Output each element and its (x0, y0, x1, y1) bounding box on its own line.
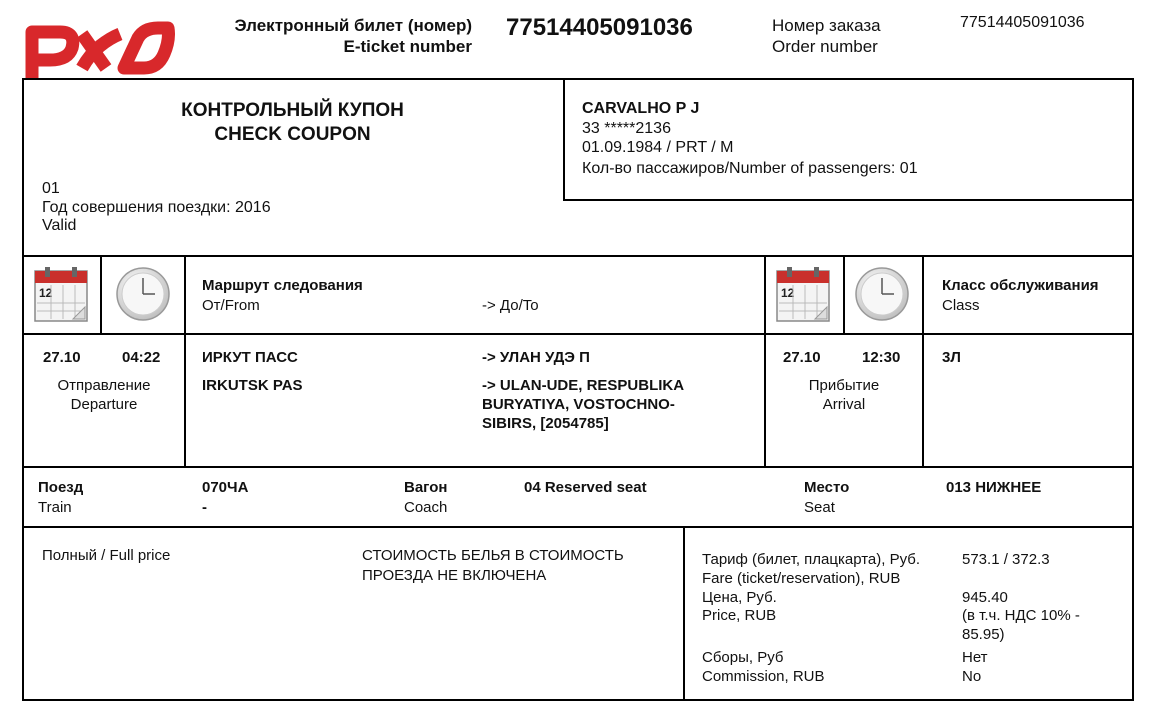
fare-label-ru: Тариф (билет, плацкарта), Руб. (702, 551, 921, 568)
vat-line2: 85.95) (962, 626, 1005, 643)
arrival-label-ru: Прибытие (808, 377, 880, 394)
arrival-clock-icon (854, 266, 910, 322)
ticket-label-en: E-ticket number (343, 37, 472, 56)
departure-calendar-icon (33, 265, 89, 323)
route-label: Маршрут следования (202, 277, 363, 294)
class-label-ru: Класс обслуживания (942, 277, 1099, 294)
price-label-en: Price, RUB (702, 607, 777, 624)
train-label-ru: Поезд (38, 479, 84, 496)
departure-label-en: Departure (70, 396, 138, 413)
arrival-date: 27.10 (783, 349, 821, 366)
seat-label-ru: Место (804, 479, 850, 496)
arrival-label-en: Arrival (822, 396, 866, 413)
price-label-ru: Цена, Руб. (702, 589, 777, 606)
passenger-birth-info: 01.09.1984 / PRT / M (582, 139, 734, 156)
class-label-en: Class (942, 297, 980, 314)
from-station-en: IRKUTSK PAS (202, 377, 303, 394)
coach-label-ru: Вагон (404, 479, 448, 496)
arrival-calendar-icon (775, 265, 831, 323)
ticket-number: 77514405091036 (506, 14, 693, 41)
train-number: 070ЧА (202, 479, 249, 496)
seat-label-en: Seat (804, 499, 835, 516)
passenger-name: CARVALHO P J (582, 100, 700, 117)
departure-clock-icon (115, 266, 171, 322)
arrival-time: 12:30 (862, 349, 901, 366)
calendar-day-label: 12 (781, 286, 795, 300)
from-station-ru: ИРКУТ ПАСС (202, 349, 298, 366)
trip-year: Год совершения поездки: 2016 (42, 199, 271, 216)
ticket-label-ru: Электронный билет (номер) (234, 16, 472, 35)
departure-time: 04:22 (122, 349, 161, 366)
coupon-title-en: CHECK COUPON (214, 124, 371, 145)
from-label: От/From (202, 297, 260, 314)
departure-date: 27.10 (43, 349, 81, 366)
passenger-count: Кол-во пассажиров/Number of passengers: 01 (582, 160, 918, 177)
to-label: -> До/To (482, 297, 539, 314)
linen-note-line2: ПРОЕЗДА НЕ ВКЛЮЧЕНА (362, 567, 547, 584)
service-class: 3Л (942, 349, 961, 366)
commission-value-en: No (962, 668, 982, 685)
seat-value: 013 НИЖНЕЕ (946, 479, 1042, 496)
order-number: 77514405091036 (960, 14, 1085, 31)
train-label-en: Train (38, 499, 72, 516)
order-label-ru: Номер заказа (772, 16, 881, 35)
train-extra: - (202, 499, 207, 516)
commission-value-ru: Нет (962, 649, 988, 666)
coupon-title-ru: КОНТРОЛЬНЫЙ КУПОН (181, 100, 404, 121)
passenger-document: 33 *****2136 (582, 120, 671, 137)
to-station-ru: -> УЛАН УДЭ П (482, 349, 590, 366)
coach-value: 04 Reserved seat (524, 479, 647, 496)
linen-note-line1: СТОИМОСТЬ БЕЛЬЯ В СТОИМОСТЬ (362, 547, 624, 564)
ticket-status: Valid (42, 217, 77, 234)
departure-label-ru: Отправление (57, 377, 151, 394)
rzd-logo (20, 10, 175, 80)
to-station-en-line3: SIBIRS, [2054785] (482, 415, 609, 432)
price-type: Полный / Full price (42, 547, 171, 564)
coach-label-en: Coach (404, 499, 448, 516)
to-station-en-line2: BURYATIYA, VOSTOCHNO- (482, 396, 675, 413)
calendar-day-label: 12 (39, 286, 53, 300)
commission-label-en: Commission, RUB (702, 668, 825, 685)
order-label-en: Order number (772, 37, 878, 56)
coupon-code: 01 (42, 180, 60, 197)
fare-value: 573.1 / 372.3 (962, 551, 1050, 568)
fare-label-en: Fare (ticket/reservation), RUB (702, 570, 901, 587)
price-value: 945.40 (962, 589, 1008, 606)
vat-line1: (в т.ч. НДС 10% - (962, 607, 1080, 624)
to-station-en-line1: -> ULAN-UDE, RESPUBLIKA (482, 377, 685, 394)
commission-label-ru: Сборы, Руб (702, 649, 784, 666)
